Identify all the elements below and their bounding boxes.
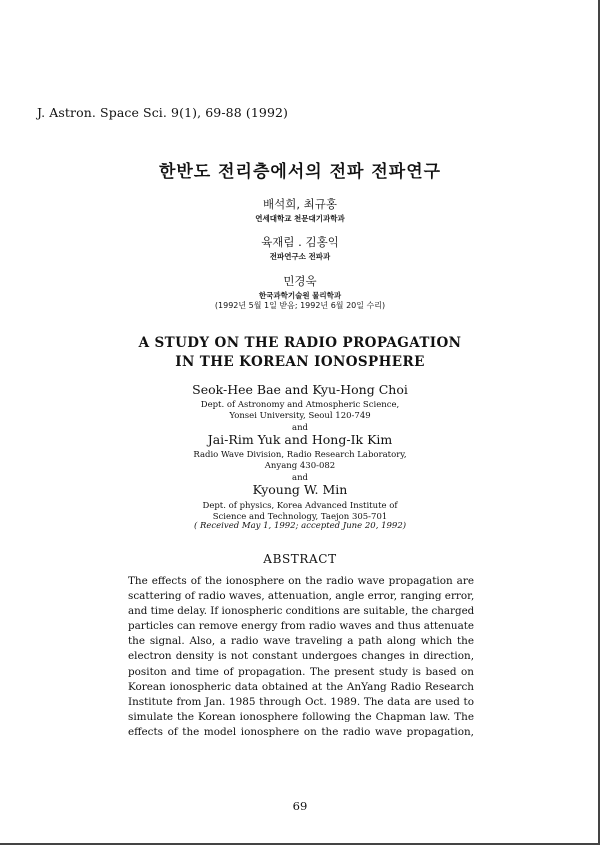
english-affiliation-2-line-2: Anyang 430-082 xyxy=(264,461,336,471)
abstract-line: scattering of radio waves, attenuation, angle error, ranging error, xyxy=(128,590,475,603)
english-authors-1: Seok-Hee Bae and Kyu-Hong Choi xyxy=(192,382,408,397)
korean-affiliation-1: 연세대학교 천문대기과학과 xyxy=(255,214,345,223)
abstract-line: Korean ionospheric data obtained at the AnYang Radio Research xyxy=(128,680,474,693)
korean-authors-3: 민경욱 xyxy=(283,274,317,288)
english-affiliation-1-line-1: Dept. of Astronomy and Atmospheric Science, xyxy=(200,400,400,410)
abstract-line: electron density is not constant undergoes changes in direction, xyxy=(128,650,474,663)
english-dates: ( Received May 1, 1992; accepted June 20, 1992) xyxy=(193,521,407,531)
english-title xyxy=(0,334,600,372)
abstract-line: The effects of the ionosphere on the radio wave propagation are xyxy=(128,575,474,587)
english-affiliation-2 xyxy=(0,450,600,472)
page-number: 69 xyxy=(292,799,308,813)
english-affiliation-1 xyxy=(0,400,600,422)
korean-authors-1: 배석희, 최규홍 xyxy=(263,197,337,211)
english-authors-3: Kyoung W. Min xyxy=(252,482,348,497)
korean-affiliation-2: 전파연구소 전파과 xyxy=(269,252,331,261)
journal-reference: J. Astron. Space Sci. 9(1), 69-88 (1992) xyxy=(37,105,289,120)
korean-dates: (1992년 5월 1일 받음; 1992년 6월 20일 수리) xyxy=(214,301,386,310)
korean-affiliation-3: 한국과학기술원 물리학과 xyxy=(258,291,342,300)
abstract-body xyxy=(128,574,474,740)
abstract-line: Institute from Jan. 1985 through Oct. 1989. The data are used to xyxy=(128,695,474,708)
english-affiliation-3-line-1: Dept. of physics, Korea Advanced Institute of xyxy=(202,501,398,511)
abstract-line: effects of the model ionosphere on the radio wave propagation, xyxy=(128,725,474,738)
english-affiliation-2-line-1: Radio Wave Division, Radio Research Laboratory, xyxy=(193,450,407,460)
korean-title: 한반도 전리층에서의 전파 전파연구 xyxy=(158,162,442,182)
english-affiliation-3 xyxy=(0,501,600,523)
abstract-line: positon and time of propagation. The present study is based on xyxy=(128,665,474,678)
abstract-line: simulate the Korean ionosphere following the Chapman law. The xyxy=(128,710,474,723)
english-title-line-2: IN THE KOREAN IONOSPHERE xyxy=(175,354,425,370)
english-and-2: and xyxy=(292,473,308,483)
abstract-line: the signal. Also, a radio wave traveling a path along which the xyxy=(128,635,474,648)
abstract-heading: ABSTRACT xyxy=(263,552,337,566)
english-authors-2: Jai-Rim Yuk and Hong-Ik Kim xyxy=(207,432,393,447)
english-affiliation-1-line-2: Yonsei University, Seoul 120-749 xyxy=(229,411,371,421)
english-title-line-1: A STUDY ON THE RADIO PROPAGATION xyxy=(138,335,462,351)
abstract-line: particles can remove energy from radio waves and thus attenuate xyxy=(128,620,474,633)
abstract-line: and time delay. If ionospheric conditions are suitable, the charged xyxy=(128,605,475,618)
english-affiliation-3-line-2: Science and Technology, Taejon 305-701 xyxy=(212,512,388,522)
english-and-1: and xyxy=(292,423,308,433)
korean-authors-2: 육재림 . 김홍익 xyxy=(261,235,339,249)
